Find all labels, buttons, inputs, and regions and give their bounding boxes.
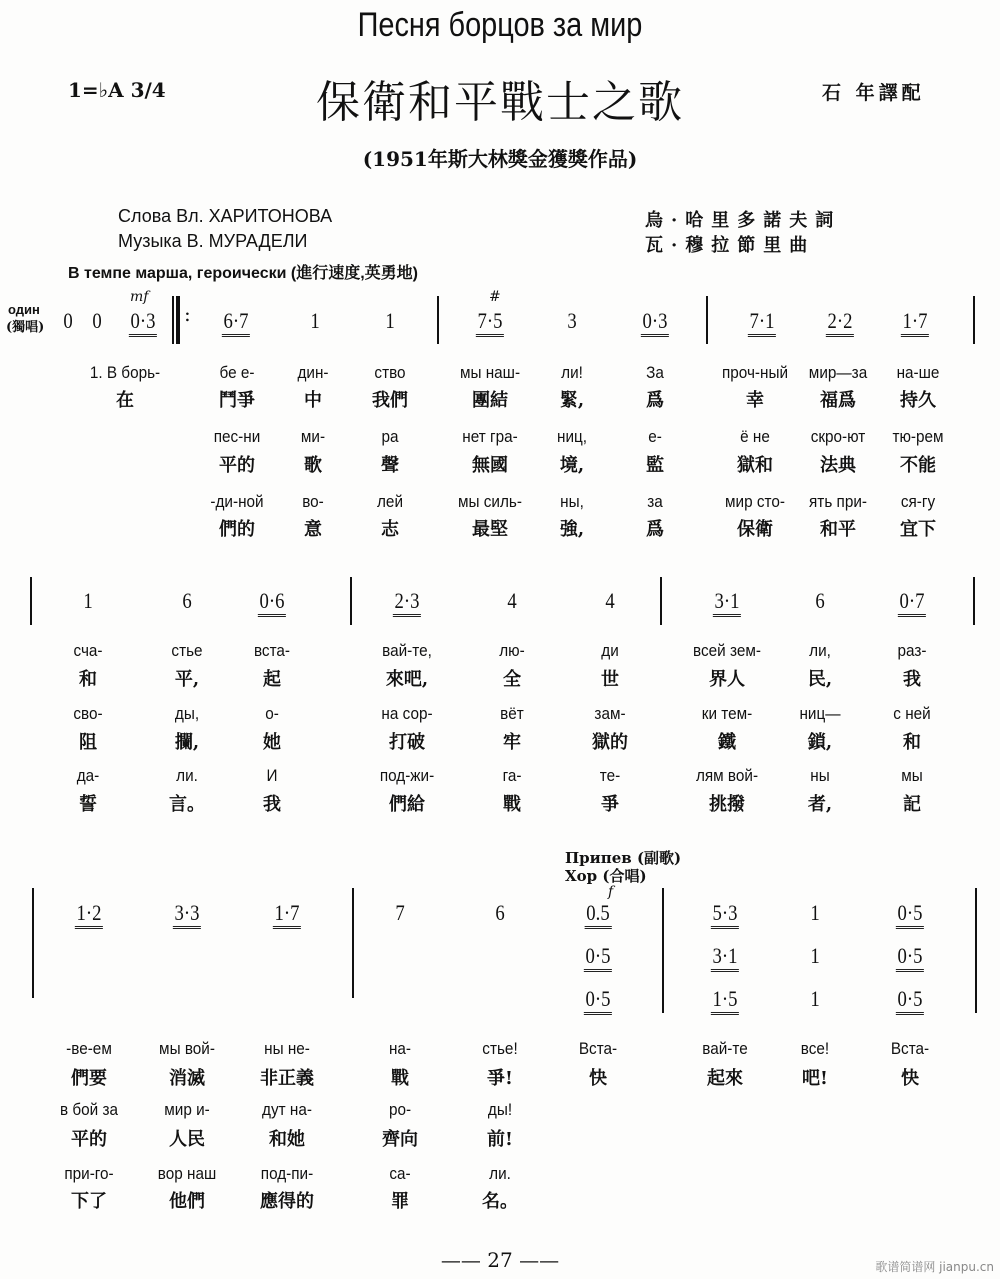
- note: 4: [507, 588, 517, 613]
- tempo-marking: В темпе марша, героически (進行速度,英勇地): [68, 265, 419, 282]
- note: 1·5: [711, 986, 739, 1015]
- barline: [32, 888, 34, 998]
- lyric-chinese: 世: [601, 669, 619, 690]
- lyric-russian: лей: [377, 492, 403, 511]
- lyric-chinese: 持久: [900, 390, 936, 411]
- lyric-chinese: 平的: [71, 1129, 107, 1150]
- lyric-chinese: 名。: [482, 1191, 518, 1212]
- lyric-russian: сво-: [73, 704, 103, 723]
- note: 1: [385, 308, 395, 333]
- lyric-chinese: 言。: [169, 794, 205, 815]
- note: 0·5: [584, 986, 612, 1015]
- lyric-russian: бе е-: [219, 363, 255, 382]
- watermark: 歌谱简谱网 jianpu.cn: [875, 1260, 994, 1274]
- lyric-chinese: 意: [304, 519, 322, 540]
- lyric-chinese: 她: [263, 732, 281, 753]
- lyric-chinese: 罪: [391, 1191, 409, 1212]
- lyric-chinese: 來吧,: [385, 669, 429, 690]
- lyric-russian: вёт: [500, 704, 524, 723]
- barline: [350, 577, 352, 625]
- barline: [660, 577, 662, 625]
- lyric-russian: лям вой-: [695, 766, 759, 785]
- lyric-russian: ство: [374, 363, 406, 382]
- barline: [30, 577, 32, 625]
- note: 3·3: [173, 900, 201, 929]
- lyric-russian: ра: [381, 427, 399, 446]
- lyric-russian: мы силь-: [458, 492, 522, 511]
- lyric-russian: мир сто-: [725, 492, 785, 511]
- lyric-chinese: 者,: [807, 794, 833, 815]
- lyric-chinese: 爭!: [487, 1068, 513, 1089]
- lyric-russian: да-: [76, 766, 100, 785]
- lyric-chinese: 平,: [174, 669, 200, 690]
- lyric-chinese: 保衛: [737, 519, 773, 540]
- lyric-chinese: 人民: [169, 1129, 205, 1150]
- lyric-chinese: 阻: [79, 732, 97, 753]
- composer-russian: Музыка В. МУРАДЕЛИ: [118, 231, 308, 251]
- lyric-chinese: 鎖,: [807, 732, 833, 753]
- note: 7·1: [748, 308, 776, 337]
- lyric-chinese: 爭: [601, 794, 619, 815]
- lyric-russian: зам-: [594, 704, 626, 723]
- lyric-chinese: 民,: [807, 669, 833, 690]
- lyric-chinese: 團結: [472, 390, 508, 411]
- lyric-chinese: 我: [903, 669, 921, 690]
- lyric-russian: ё не: [740, 427, 770, 446]
- lyric-russian: ны,: [560, 492, 584, 511]
- note: 2·3: [393, 588, 421, 617]
- note: 1·7: [273, 900, 301, 929]
- barline: [352, 888, 354, 998]
- barline: [973, 577, 975, 625]
- lyric-chinese: 起來: [707, 1068, 743, 1089]
- repeat-dots: :: [184, 302, 191, 326]
- dynamic-mf: mf: [130, 289, 149, 305]
- lyric-russian: стье!: [482, 1039, 518, 1058]
- lyric-chinese: 境,: [559, 455, 585, 476]
- note: 6·7: [222, 308, 250, 337]
- lyric-russian: пес-ни: [213, 427, 261, 446]
- lyric-chinese: 幸: [746, 390, 764, 411]
- note: 7·5: [476, 308, 504, 337]
- lyric-chinese: 們給: [389, 794, 425, 815]
- lyric-chinese: 牢: [503, 732, 521, 753]
- lyric-russian: на-: [388, 1039, 412, 1058]
- note: 0·5: [584, 943, 612, 972]
- lyricist-russian: Слова Вл. ХАРИТОНОВА: [118, 206, 333, 226]
- key-signature: 1=♭A 3/4: [68, 78, 166, 102]
- title-chinese: 保衛和平戰士之歌: [316, 77, 684, 128]
- chorus-label: Припев (副歌): [565, 849, 682, 867]
- lyric-russian: вор наш: [157, 1164, 217, 1183]
- lyric-chinese: 誓: [79, 794, 97, 815]
- subtitle: (1951年斯大林獎金獲獎作品): [362, 147, 638, 171]
- lyric-chinese: 吧!: [802, 1068, 828, 1089]
- lyric-russian: За: [646, 363, 664, 382]
- note: 3·1: [713, 588, 741, 617]
- lyric-russian: 1. В борь-: [89, 363, 161, 382]
- lyric-russian: -ве-ем: [66, 1039, 112, 1058]
- lyric-russian: ми-: [300, 427, 326, 446]
- lyric-russian: ды!: [487, 1100, 513, 1119]
- lyric-russian: ли.: [176, 766, 198, 785]
- lyric-chinese: 全: [503, 669, 521, 690]
- lyric-chinese: 和她: [269, 1129, 305, 1150]
- lyric-chinese: 他們: [169, 1191, 205, 1212]
- note: 7: [395, 900, 405, 925]
- note: 0·3: [129, 308, 157, 337]
- lyric-russian: с ней: [893, 704, 931, 723]
- lyric-chinese: 齊向: [382, 1129, 418, 1150]
- lyric-chinese: 最堅: [472, 519, 508, 540]
- lyric-russian: ди: [601, 641, 619, 660]
- lyric-russian: дут на-: [262, 1100, 312, 1119]
- note: 6: [495, 900, 505, 925]
- lyric-chinese: 前!: [487, 1129, 513, 1150]
- lyric-russian: га-: [502, 766, 522, 785]
- lyric-chinese: 打破: [389, 732, 425, 753]
- lyric-russian: все!: [800, 1039, 830, 1058]
- lyric-russian: в бой за: [60, 1100, 118, 1119]
- lyric-russian: скро-ют: [810, 427, 866, 446]
- lyric-chinese: 爲: [646, 390, 664, 411]
- lyric-chinese: 和: [79, 669, 97, 690]
- lyric-chinese: 獄和: [737, 455, 773, 476]
- lyric-russian: ниц,: [556, 427, 588, 446]
- composer-chinese: 瓦·穆拉節里曲: [645, 235, 816, 256]
- lyric-chinese: 獄的: [592, 732, 628, 753]
- lyric-russian: за: [647, 492, 663, 511]
- note: 0.5: [585, 900, 612, 929]
- lyric-russian: мы: [901, 766, 923, 785]
- lyric-russian: всей зем-: [693, 641, 761, 660]
- lyric-chinese: 們要: [71, 1068, 107, 1089]
- lyric-russian: о-: [265, 704, 279, 723]
- lyric-russian: Вста-: [578, 1039, 618, 1058]
- lyric-russian: тю-рем: [892, 427, 944, 446]
- lyric-russian: ро-: [388, 1100, 412, 1119]
- lyric-russian: мы наш-: [459, 363, 521, 382]
- note: 0: [63, 308, 73, 333]
- lyric-chinese: 和: [903, 732, 921, 753]
- lyric-chinese: 歌: [304, 455, 322, 476]
- lyric-russian: ять при-: [809, 492, 867, 511]
- lyric-chinese: 快: [901, 1068, 919, 1089]
- lyric-chinese: 爲: [646, 519, 664, 540]
- note: 4: [605, 588, 615, 613]
- choir-label: Хор (合唱): [565, 867, 647, 885]
- note: 6: [815, 588, 825, 613]
- lyric-russian: на сор-: [381, 704, 433, 723]
- lyric-chinese: 宜下: [900, 519, 936, 540]
- lyric-russian: ды,: [174, 704, 200, 723]
- lyric-russian: вай-те: [702, 1039, 748, 1058]
- lyric-russian: на-ше: [896, 363, 940, 382]
- lyric-russian: е-: [648, 427, 662, 446]
- page-number: —— 27 ——: [440, 1248, 560, 1272]
- lyric-chinese: 鬥爭: [219, 390, 255, 411]
- lyric-chinese: 們的: [219, 519, 255, 540]
- lyric-chinese: 戰: [391, 1068, 409, 1089]
- lyric-russian: лю-: [499, 641, 525, 660]
- note: 1: [83, 588, 93, 613]
- lyric-chinese: 法典: [820, 455, 856, 476]
- translator: 石 年譯配: [822, 82, 925, 104]
- lyric-russian: те-: [599, 766, 621, 785]
- lyric-russian: ниц—: [799, 704, 841, 723]
- title-russian: Песня борцов за мир: [357, 6, 643, 44]
- lyric-russian: под-жи-: [379, 766, 435, 785]
- lyric-russian: -ди-ной: [210, 492, 264, 511]
- note: 1: [310, 308, 320, 333]
- lyric-russian: при-го-: [64, 1164, 114, 1183]
- barline: [975, 888, 977, 1013]
- lyric-chinese: 我們: [372, 390, 408, 411]
- lyric-chinese: 下了: [71, 1191, 107, 1212]
- lyric-chinese: 平的: [219, 455, 255, 476]
- barline: [662, 888, 664, 1013]
- lyric-chinese: 強,: [559, 519, 585, 540]
- lyric-russian: проч-ный: [721, 363, 789, 382]
- lyric-chinese: 福爲: [820, 390, 856, 411]
- lyric-chinese: 戰: [503, 794, 521, 815]
- lyric-chinese: 不能: [900, 455, 936, 476]
- lyric-chinese: 應得的: [260, 1191, 314, 1212]
- lyric-russian: ны не-: [264, 1039, 310, 1058]
- lyric-russian: вста-: [253, 641, 291, 660]
- barline: [706, 296, 708, 344]
- lyric-chinese: 消滅: [169, 1068, 205, 1089]
- barline: [437, 296, 439, 344]
- repeat-barline: [172, 296, 174, 344]
- sharp-sign: #: [489, 289, 501, 305]
- lyric-chinese: 攔,: [174, 732, 200, 753]
- note: 0·6: [258, 588, 286, 617]
- note: 3·1: [711, 943, 739, 972]
- lyric-chinese: 中: [304, 390, 322, 411]
- note: 5·3: [711, 900, 739, 929]
- note: 0: [92, 308, 102, 333]
- lyric-russian: мир и-: [164, 1100, 210, 1119]
- lyric-chinese: 緊,: [559, 390, 585, 411]
- lyric-russian: ли!: [561, 363, 583, 382]
- note: 6: [182, 588, 192, 613]
- lyric-chinese: 記: [903, 794, 921, 815]
- note: 0·7: [898, 588, 926, 617]
- lyric-russian: стье: [171, 641, 203, 660]
- note: 1: [810, 900, 820, 925]
- note: 1·7: [901, 308, 929, 337]
- lyric-russian: ли.: [489, 1164, 511, 1183]
- lyric-russian: мы вой-: [159, 1039, 215, 1058]
- lyric-russian: нет гра-: [462, 427, 518, 446]
- note: 3: [567, 308, 577, 333]
- lyric-russian: во-: [302, 492, 324, 511]
- note: 0·3: [641, 308, 669, 337]
- lyric-russian: дин-: [297, 363, 329, 382]
- lyric-chinese: 和平: [820, 519, 856, 540]
- lyric-chinese: 在: [116, 390, 134, 411]
- lyric-chinese: 快: [589, 1068, 607, 1089]
- lyric-russian: Вста-: [890, 1039, 930, 1058]
- solo-label-ru: один: [8, 302, 40, 317]
- lyric-russian: раз-: [897, 641, 927, 660]
- lyric-chinese: 監: [646, 455, 664, 476]
- note: 0·5: [896, 986, 924, 1015]
- lyric-russian: под-пи-: [260, 1164, 314, 1183]
- lyric-chinese: 非正義: [260, 1068, 314, 1089]
- lyric-russian: сча-: [73, 641, 103, 660]
- lyric-chinese: 界人: [709, 669, 745, 690]
- lyric-chinese: 起: [263, 669, 281, 690]
- solo-label-cn: (獨唱): [6, 320, 45, 335]
- dynamic-f: f: [608, 884, 614, 900]
- lyric-russian: ки тем-: [701, 704, 753, 723]
- note: 1: [810, 986, 820, 1011]
- lyric-russian: вай-те,: [382, 641, 432, 660]
- note: 1: [810, 943, 820, 968]
- lyric-russian: ны: [810, 766, 830, 785]
- lyric-russian: И: [266, 766, 278, 785]
- note: 0·5: [896, 943, 924, 972]
- barline: [973, 296, 975, 344]
- lyricist-chinese: 烏·哈里多諾夫詞: [645, 210, 842, 231]
- lyric-russian: ли,: [809, 641, 831, 660]
- lyric-chinese: 鐵: [718, 732, 736, 753]
- note: 2·2: [826, 308, 854, 337]
- lyric-chinese: 志: [381, 519, 399, 540]
- barline: [176, 296, 180, 344]
- note: 1·2: [75, 900, 103, 929]
- lyric-chinese: 無國: [472, 455, 508, 476]
- lyric-chinese: 我: [263, 794, 281, 815]
- lyric-russian: са-: [389, 1164, 411, 1183]
- note: 0·5: [896, 900, 924, 929]
- lyric-chinese: 挑撥: [709, 794, 745, 815]
- lyric-russian: ся-гу: [900, 492, 936, 511]
- lyric-russian: мир—за: [808, 363, 868, 382]
- lyric-chinese: 聲: [381, 455, 399, 476]
